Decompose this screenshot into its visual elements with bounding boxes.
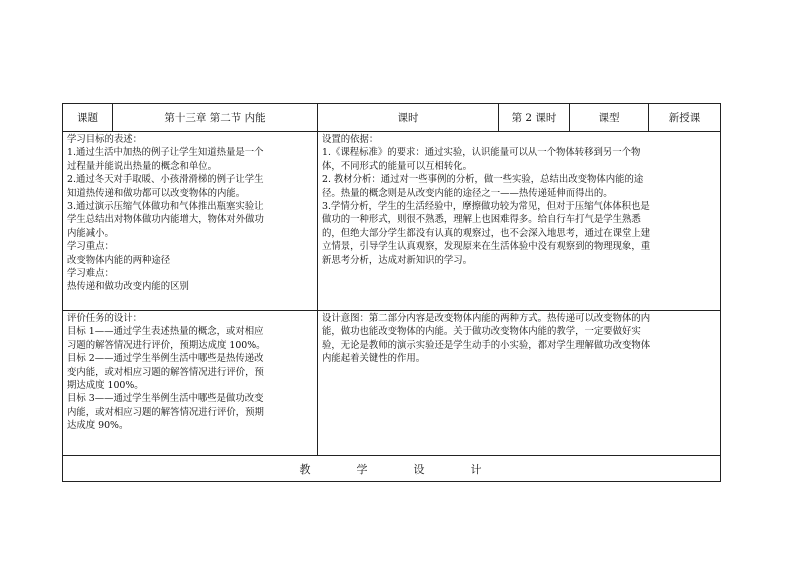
objectives-line: 学习重点： — [67, 241, 114, 253]
type-value: 新授课 — [668, 112, 701, 124]
evaluation-line: 习题的解答情况进行评价，预期达成度 100%。 — [67, 339, 266, 351]
period-label: 课时 — [397, 112, 419, 124]
objectives-line: 学生总结出对物体做功内能增大，物体对外做功 — [67, 214, 264, 226]
intent-line: 设计意图：第二部分内容是改变物体内能的两种方式。热传递可以改变物体的内 — [322, 313, 651, 324]
basis-line: 径。热量的概念则是从改变内能的途径之一——热传递延伸而得出的。 — [322, 187, 613, 199]
objectives-line: 知道热传递和做功都可以改变物体的内能。 — [67, 187, 246, 199]
basis-line: 3.学情分析，学生的生活经验中，摩擦做功较为常见，但对于压缩气体体积也是 — [322, 201, 650, 213]
evaluation-line: 目标 2——通过学生举例生活中哪些是热传递改 — [67, 353, 264, 365]
basis-line: 立情景，引导学生认真观察，发现原来在生活体验中没有观察到的物理现象，重 — [322, 241, 651, 253]
evaluation-line: 期达成度 100%。 — [67, 380, 144, 392]
intent-line: 验，无论是教师的演示实验还是学生动手的小实验，都对学生理解做功改变物体 — [322, 339, 651, 351]
footer-char: 学 — [356, 462, 370, 476]
basis-line: 1.《课程标准》的要求：通过实验，认识能量可以从一个物体转移到另一个物 — [322, 147, 641, 159]
intent-line: 能，做功也能改变物体的内能。关于做功改变物体内能的教学，一定要做好实 — [322, 326, 641, 338]
type-label: 课型 — [598, 112, 620, 124]
objectives-line: 改变物体内能的两种途径 — [67, 254, 171, 266]
evaluation-line: 评价任务的设计： — [67, 313, 143, 324]
evaluation-line: 达成度 90%。 — [67, 420, 129, 432]
footer-char: 设 — [413, 462, 427, 476]
basis-line: 的，但绝大部分学生都没有认真的观察过，也不会深入地思考，通过在课堂上建 — [322, 227, 651, 239]
lesson-plan-table — [62, 103, 721, 482]
basis-line: 2. 教材分析：通过对一些事例的分析，做一些实验，总结出改变物体内能的途 — [322, 174, 644, 186]
objectives-line: 热传递和做功改变内能的区别 — [67, 281, 189, 293]
objectives-line: 1.通过生活中加热的例子让学生知道热量是一个 — [67, 147, 264, 159]
learning-objectives — [63, 132, 317, 310]
teaching-design-heading — [63, 456, 720, 481]
basis-line: 体，不同形式的能量可以互相转化。 — [322, 160, 473, 172]
objectives-line: 过程量并能说出热量的概念和单位。 — [67, 160, 218, 172]
footer-char: 计 — [470, 462, 484, 476]
objectives-line: 内能减小。 — [67, 227, 114, 239]
objectives-line: 学习难点： — [67, 268, 114, 280]
objectives-line: 学习目标的表述： — [67, 134, 143, 145]
evaluation-line: 内能，或对相应习题的解答情况进行评价，预期 — [67, 406, 264, 418]
evaluation-line: 变内能，或对相应习题的解答情况进行评价，预 — [67, 366, 264, 378]
objectives-line: 3.通过演示压缩气体做功和气体推出瓶塞实验让 — [67, 201, 264, 213]
intent-line: 内能起着关键性的作用。 — [322, 353, 426, 365]
topic-label: 课题 — [77, 112, 98, 124]
evaluation-line: 目标 3——通过学生举例生活中哪些是做功改变 — [67, 393, 264, 405]
basis-line: 设置的依据： — [322, 134, 379, 145]
basis-line: 新思考分析，达成对新知识的学习。 — [322, 254, 473, 266]
design-intent — [318, 311, 720, 455]
topic-value: 第十三章 第二节 内能 — [164, 112, 266, 124]
evaluation-line: 目标 1——通过学生表述热量的概念，或对相应 — [67, 326, 264, 338]
footer-char: 教 — [299, 462, 313, 476]
period-value: 第 2 课时 — [511, 112, 557, 124]
evaluation-tasks — [63, 311, 317, 455]
basis-line: 做功的一种形式，则很不熟悉，理解上也困难得多。给自行车打气是学生熟悉 — [322, 214, 641, 226]
design-basis — [318, 132, 720, 310]
objectives-line: 2.通过冬天对手取暖、小孩滑滑梯的例子让学生 — [67, 174, 264, 186]
